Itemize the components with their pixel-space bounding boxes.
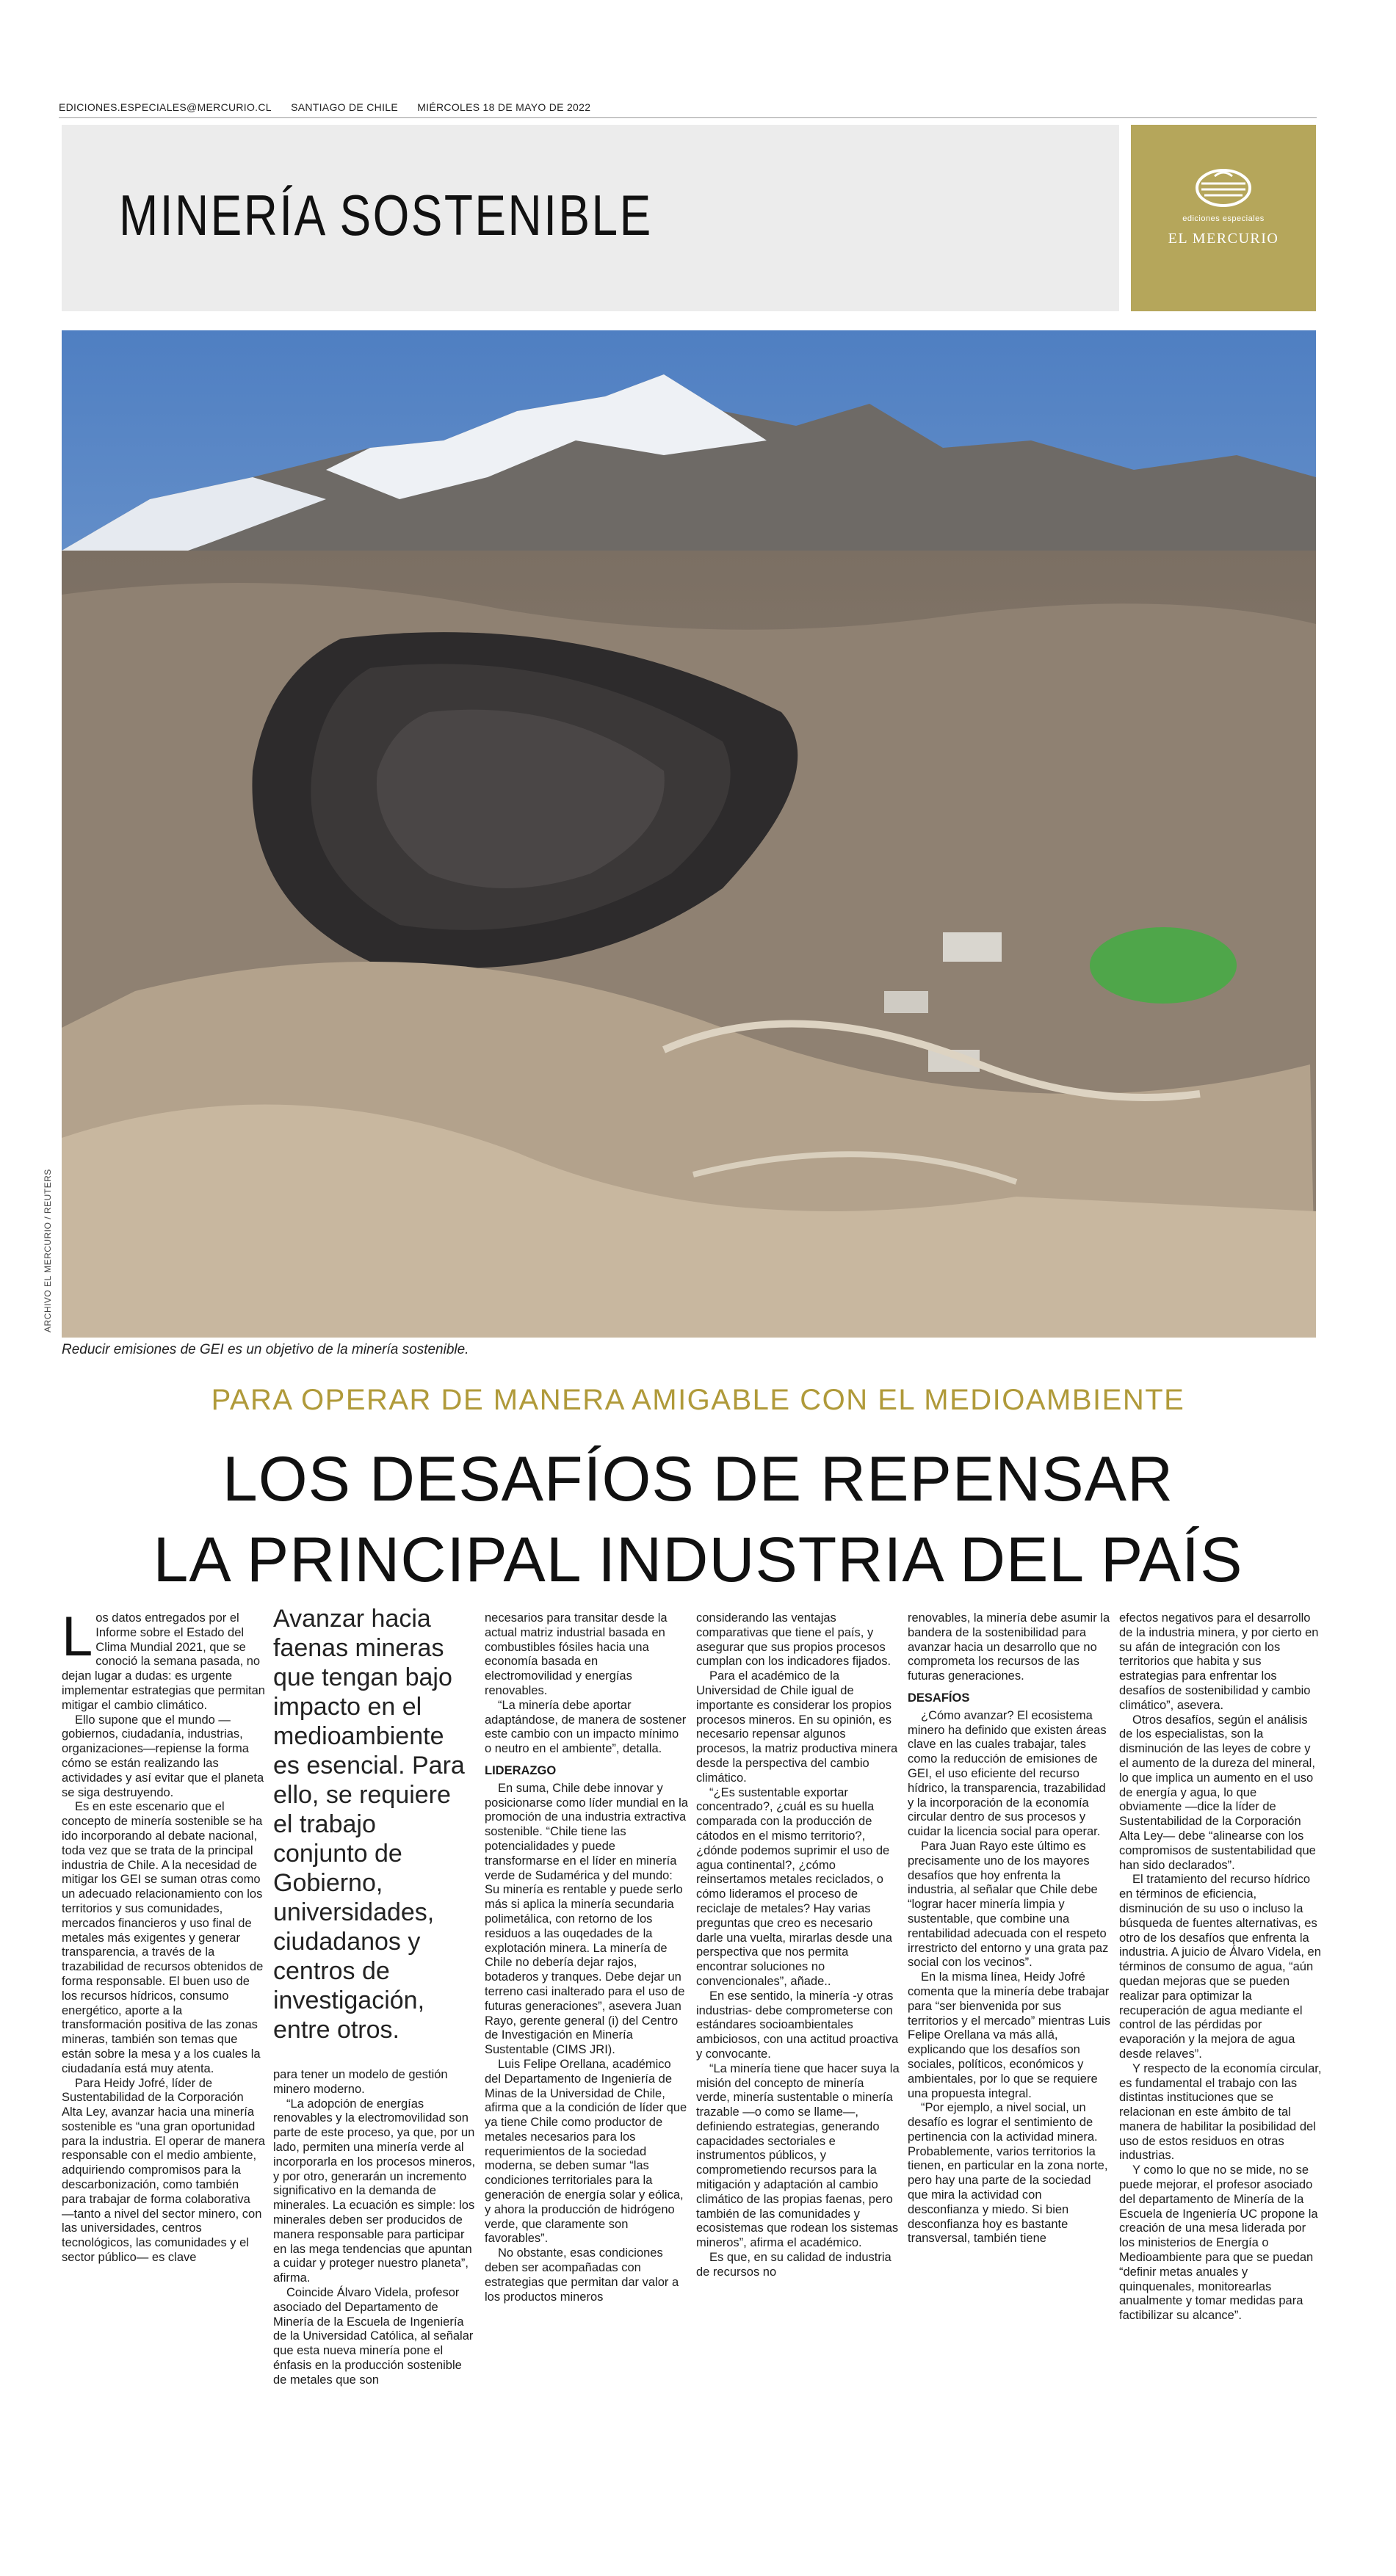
column-6 [1119, 1611, 1323, 2323]
paragraph: El tratamiento del recurso hídrico en términos de eficiencia, disminución de su uso o incluso la búsqueda de fuentes alternativas, es otro de los desafíos que enfrenta la industria. A juicio de Álvaro Videla, en términos de consumo de agua, “aún quedan mejoras que se pueden realizar para optimizar la recuperación de agua mediante el control de las pérdidas por evaporación y la mejora de agua desde relaves”. [1119, 1873, 1321, 2061]
subheading-liderazgo: LIDERAZGO [485, 1763, 557, 1777]
paragraph: efectos negativos para el desarrollo de la industria minera, y por cierto en su afán de integración con los territorios que habita y sus estrategias para enfrentar los desafíos de sostenibilidad y cambio climático”, asevera. [1119, 1611, 1319, 1712]
mine-landscape-illustration [62, 330, 1316, 1338]
column-5 [908, 1611, 1111, 2246]
el-mercurio-logo [1194, 167, 1253, 208]
paragraph: Los datos entregados por el Informe sobre el Estado del Clima Mundial 2021, que se conoció la semana pasada, no dejan lugar a dudas: es urgente implementar estrategias que permitan mitigar el cambio climático. [62, 1606, 265, 1712]
paragraph: No obstante, esas condiciones deben ser acompañadas con estrategias que permitan dar valor a los productos mineros [485, 2246, 679, 2304]
masthead-date: MIÉRCOLES 18 DE MAYO DE 2022 [417, 101, 591, 113]
paragraph: “La minería debe aportar adaptándose, de manera de sostener este cambio con un impacto mínimo o neutro en el ambiente”, detalla. [485, 1698, 687, 1756]
headline-line-2: LA PRINCIPAL INDUSTRIA DEL PAÍS [153, 1525, 1243, 1595]
paragraph: Luis Felipe Orellana, académico del Departamento de Ingeniería de Minas de la Universidad de Chile, afirma que a la condición de líder que ya tiene Chile como productor de metales necesarios para los requerimientos de la sociedad moderna, se deben sumar “las condiciones territoriales para la generación de energía solar y eólica, y ahora la producción de hidrógeno verde, que claramente son favorables”. [485, 2057, 687, 2246]
paragraph: Es que, en su calidad de industria de recursos no [696, 2251, 892, 2279]
column-4 [696, 1611, 900, 2280]
photo-caption: Reducir emisiones de GEI es un objetivo de la minería sostenible. [62, 1342, 469, 1357]
paragraph: necesarios para transitar desde la actual matriz industrial basada en combustibles fósiles hacia una economía basada en electromovilidad y energías renovables. [485, 1611, 668, 1697]
article-headline [0, 1439, 1396, 1600]
paragraph: renovables, la minería debe asumir la bandera de la sostenibilidad para avanzar hacia un desarrollo que no comprometa los recursos de las futuras generaciones. [908, 1611, 1110, 1683]
brand-name: EL MERCURIO [1168, 231, 1279, 247]
masthead-line [59, 101, 607, 113]
paragraph: para tener un modelo de gestión minero moderno. [273, 2068, 448, 2096]
masthead-city: SANTIAGO DE CHILE [291, 101, 398, 113]
paragraph: En ese sentido, la minería -y otras industrias- debe comprometerse con estándares socioambientales ambiciosos, con una actitud proactiva y convocante. [696, 1989, 899, 2061]
column-1 [62, 1606, 265, 2265]
paragraph: “La adopción de energías renovables y la electromovilidad son parte de este proceso, ya que, por un lado, permiten una minería verde al incorporarla en los procesos mineros, y por otro, generarán un incremento significativo en la demanda de minerales. La ecuación es simple: los minerales deben ser producidos de manera responsable para participar en las mega tendencias que apuntan a cuidar y proteger nuestro planeta”, afirma. [273, 2097, 476, 2285]
article-kicker: PARA OPERAR DE MANERA AMIGABLE CON EL MEDIOAMBIENTE [211, 1384, 1185, 1416]
masthead-email[interactable]: EDICIONES.ESPECIALES@MERCURIO.CL [59, 101, 272, 113]
paragraph: “¿Es sustentable exportar concentrado?, ¿cuál es su huella comparada con la producción de cátodos en el mismo territorio?, ¿dónde podemos suprimir el uso de agua continental?, ¿cómo reinsertamos metales reciclados, o cómo lideramos el proceso de reciclaje de metales? Hay varias preguntas que creo es necesario darle una vuelta, mirarlas desde una perspectiva que nos permita encontrar soluciones no convencionales”, añade.. [696, 1785, 892, 1988]
paragraph: En suma, Chile debe innovar y posicionarse como líder mundial en la promoción de una industria extractiva sostenible. “Chile tiene las potencialidades y puede transformarse en el líder en minería verde de Sudamérica y del mundo: Su minería es rentable y puede serlo más si aplica la minería secundaria polimetálica, con retorno de los residuos a las ouqedades de la explotación minera. La minería de Chile no debería dejar rajos, botaderos y tranques. Debe dejar un terreno casi inalterado para el uso de futuras generaciones”, asevera Juan Rayo, gerente general (i) del Centro de Investigación en Minería Sustentable (CIMS JRI). [485, 1781, 688, 2057]
subheading-desafios: DESAFÍOS [908, 1691, 970, 1705]
mine-photo [62, 330, 1316, 1338]
paragraph: “La minería tiene que hacer suya la misión del concepto de minería verde, minería sustentable o minería trazable —o como se llame—, definiendo estrategias, generando capacidades sectoriales e instrumentos públicos, y comprometiendo recursos para la mitigación y adaptación al cambio climático de las propias faenas, pero también de las comunidades y ecosistemas que rodean los sistemas mineros”, afirma el académico. [696, 2061, 900, 2250]
paragraph: Es en este escenario que el concepto de minería sostenible se ha ido incorporando al debate nacional, toda vez que se trata de la principal industria de Chile. A la necesidad de mitigar los GEI se suman otras como un adecuado relacionamiento con los territorios y sus comunidades, mercados financieros y uso final de metales más exigentes y generar transparencia, a través de la trazabilidad de recursos obtenidos de forma responsable. El buen uso de los recursos hídricos, consumo energético, aporte a la transformación positiva de las zonas mineras, también son temas que están sobre la mesa y a los cuales la ciudadanía está muy atenta. [62, 1800, 264, 2075]
paragraph: Para Heidy Jofré, líder de Sustentabilidad de la Corporación Alta Ley, avanzar hacia una minería sostenible es “una gran oportunidad para la industria. El operar de manera responsable con el medio ambiente, adquiriendo compromisos para la descarbonización, como también para trabajar de forma colaborativa —tanto a nivel del sector minero, con las universidades, centros tecnológicos, las comunidades y el sector público— es clave [62, 2076, 265, 2265]
paragraph: Coincide Álvaro Videla, profesor asociado del Departamento de Minería de la Escuela de Ingeniería de la Universidad Católica, al señalar que esta nueva minería pone el énfasis en la producción sostenible de metales que son [273, 2285, 474, 2387]
brand-subtitle: ediciones especiales [1182, 214, 1265, 223]
headline-line-1: LOS DESAFÍOS DE REPENSAR [222, 1444, 1174, 1514]
paragraph: Y como lo que no se mide, no se puede mejorar, el profesor asociado del departamento de Minería de la Escuela de Ingeniería UC propone la creación de una mesa liderada por los ministerios de Energía o Medioambiente para que se puedan “definir metas anuales y quinquenales, monitorearlas anualmente y tomar medidas para factibilizar su alcance”. [1119, 2163, 1318, 2323]
paragraph: considerando las ventajas comparativas que tiene el país, y asegurar que sus propios procesos cumplan con los indicadores fijados. [696, 1611, 892, 1669]
section-title: MINERÍA SOSTENIBLE [119, 183, 653, 247]
paragraph: Y respecto de la economía circular, es fundamental el trabajo con las distintas instituciones que se relacionan en este ámbito de tal manera de habilitar la posibilidad del uso de estos residuos en otras industrias. [1119, 2061, 1322, 2163]
column-3 [485, 1611, 688, 2304]
brand-box [1131, 125, 1316, 311]
drop-cap: L [62, 1606, 93, 1668]
pull-quote: Avanzar hacia faenas mineras que tengan bajo impacto en el medioambiente es esencial. Para ello, se requiere el trabajo conjunto de Gobierno, universidades, ciudadanos y centros de investigación, entre otros. [273, 1605, 465, 2044]
column-2 [273, 2068, 477, 2388]
top-rule [59, 117, 1317, 118]
photo-credit: ARCHIVO EL MERCURIO / REUTERS [43, 1169, 53, 1332]
paragraph: Para el académico de la Universidad de Chile igual de importante es considerar los propios procesos mineros. En su opinión, es necesario repensar algunos procesos, la matriz productiva minera desde la perspectiva del cambio climático. [696, 1669, 898, 1785]
paragraph: Otros desafíos, según el análisis de los especialistas, son la disminución de las leyes de cobre y el aumento de la dureza del mineral, lo que implica un aumento en el uso de energía y agua, lo que obviamente —dice la líder de Sustentabilidad de la Corporación Alta Ley— debe “alinearse con los compromisos de sustentabilidad que han sido declarados”. [1119, 1713, 1316, 1872]
paragraph: En la misma línea, Heidy Jofré comenta que la minería debe trabajar para “ser bienvenida por sus territorios y el mercado” mientras Luis Felipe Orellana va más allá, explicando que los desafíos son sociales, políticos, económicos y ambientales, por lo que se requiere una propuesta integral. [908, 1970, 1111, 2100]
paragraph: Ello supone que el mundo —gobiernos, ciudadanía, industrias, organizaciones—repiense la forma cómo se están realizando las actividades y así evitar que el planeta se siga destruyendo. [62, 1713, 264, 1799]
paragraph: “Por ejemplo, a nivel social, un desafío es lograr el sentimiento de pertinencia con la actividad minera. Probablemente, varios territorios la tienen, en particular en la zona norte, pero hay una parte de la sociedad que mira la actividad con desconfianza y miedo. Si bien desconfianza hoy es bastante transversal, también tiene [908, 2101, 1108, 2246]
paragraph: ¿Cómo avanzar? El ecosistema minero ha definido que existen áreas clave en las cuales trabajar, tales como la reducción de emisiones de GEI, el uso eficiente del recurso hídrico, la transparencia, trazabilidad y la incorporación de la economía circular dentro de sus procesos y cuidar la licencia social para operar. [908, 1708, 1107, 1839]
paragraph: Para Juan Rayo este último es precisamente uno de los mayores desafíos que hoy enfrenta la industria, al señalar que Chile debe “lograr hacer minería limpia y sustentable, que combine una rentabilidad adecuada con el respeto irrestricto del entorno y una grata paz social con los vecinos”. [908, 1839, 1109, 1970]
